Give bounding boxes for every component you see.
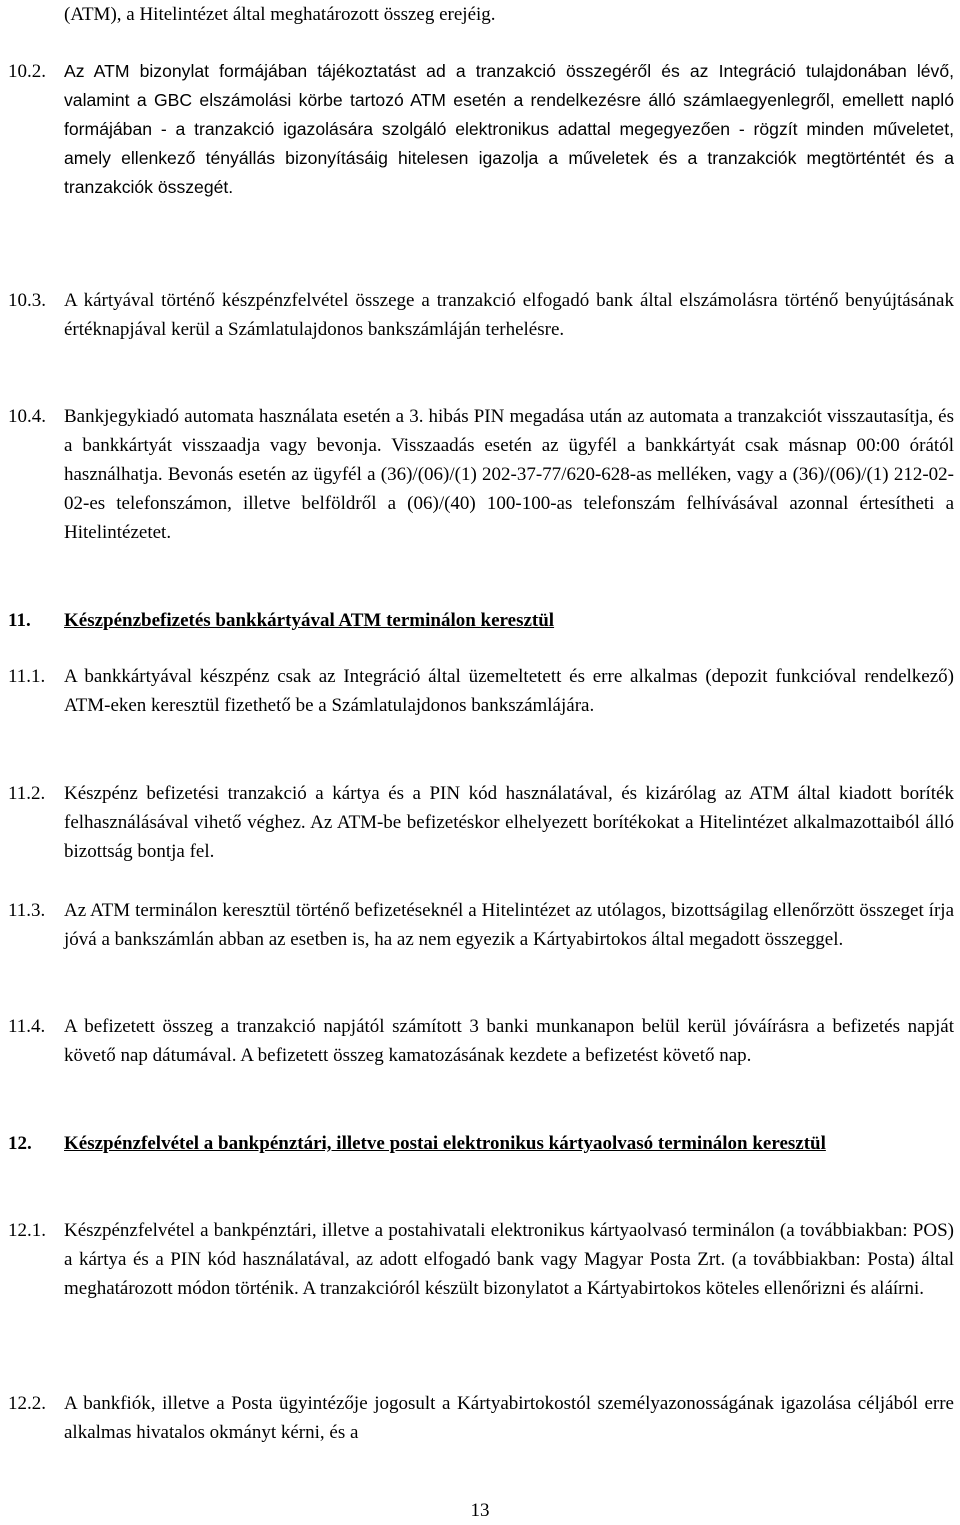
paragraph-text: A bankfiók, illetve a Posta ügyintézője jogosult a Kártyabirtokostól személyazonosságának igazolása céljából erre alkalmas hivatalos okmányt kérni, és a [64, 1393, 954, 1443]
heading-text: Készpénzfelvétel a bankpénztári, illetve postai elektronikus kártyaolvasó terminálon keresztül [64, 1133, 826, 1154]
paragraph-text: Az ATM bizonylat formájában tájékoztatást ad a tranzakció összegéről és az Integráció tulajdonában lévő, valamint a GBC elszámolási körbe tartozó ATM esetén a rendelkezésre álló számlaegyenlegről, emellett napló formájában - a tranzakció igazolására szolgáló elektronikus adattal megegyezően - rögzít minden műveletet, amely ellenkező tényállás bizonyításáig hitelesen igazolja a műveletek és a tranzakciók megtörténtét és a tranzakciók összegét. [64, 61, 954, 197]
paragraph-11-3 [8, 896, 954, 954]
paragraph-text: A befizetett összeg a tranzakció napjától számított 3 banki munkanapon belül kerül jóváírásra a befizetés napját követő nap dátumával. A befizetett összeg kamatozásának kezdete a befizetést követő nap. [64, 1016, 954, 1066]
paragraph-number: 10.4. [8, 406, 46, 427]
paragraph-number: 11.3. [8, 900, 46, 921]
heading-number: 11. [8, 610, 31, 631]
section-heading-11 [8, 606, 954, 635]
paragraph-number: 11.2. [8, 783, 46, 804]
paragraph-10-2 [8, 57, 954, 202]
paragraph-text: Készpénzfelvétel a bankpénztári, illetve a postahivatali elektronikus kártyaolvasó terminálon (a továbbiakban: POS) a kártya és a PIN kód használatával, az adott elfogadó bank vagy Magyar Posta Zrt. (a továbbiakban: Posta) által meghatározott módon történik. A tranzakcióról készült bizonylatot a Kártyabirtokos köteles ellenőrizni és aláírni. [64, 1220, 954, 1299]
paragraph-12-2 [8, 1389, 954, 1447]
paragraph-11-1 [8, 662, 954, 720]
paragraph-text: A kártyával történő készpénzfelvétel összege a tranzakció elfogadó bank által elszámolásra történő benyújtásának értéknapjával kerül a Számlatulajdonos bankszámláján terhelésre. [64, 290, 954, 340]
paragraph-11-4 [8, 1012, 954, 1070]
heading-text: Készpénzbefizetés bankkártyával ATM terminálon keresztül [64, 610, 555, 631]
paragraph-10-3 [8, 286, 954, 344]
paragraph-11-2 [8, 779, 954, 866]
intro-line: (ATM), a Hitelintézet által meghatározott összeg erejéig. [64, 4, 496, 25]
paragraph-number: 11.4. [8, 1016, 46, 1037]
heading-number: 12. [8, 1133, 32, 1154]
paragraph-10-4 [8, 402, 954, 547]
paragraph-number: 12.2. [8, 1393, 46, 1414]
paragraph-text: Bankjegykiadó automata használata esetén a 3. hibás PIN megadása után az automata a tranzakciót visszautasítja, és a bankkártyát visszaadja vagy bevonja. Visszaadás esetén az ügyfél a bankkártyát csak másnap 00:00 órától használhatja. Bevonás esetén az ügyfél a (36)/(06)/(1) 202-37-77/620-628-as melléken, vagy a (36)/(06)/(1) 212-02-02-es telefonszámon, illetve belföldről a (06)/(40) 100-100-as telefonszám felhívásával azonnal értesítheti a Hitelintézetet. [64, 406, 954, 543]
paragraph-number: 11.1. [8, 666, 46, 687]
paragraph-12-1 [8, 1216, 954, 1303]
paragraph-text: Az ATM terminálon keresztül történő befizetéseknél a Hitelintézet az utólagos, bizottságilag ellenőrzött összeget írja jóvá a bankszámlán abban az esetben is, ha az nem egyezik a Kártyabirtokos által megadott összeggel. [64, 900, 954, 950]
paragraph-number: 12.1. [8, 1220, 46, 1241]
paragraph-text: Készpénz befizetési tranzakció a kártya és a PIN kód használatával, és kizárólag az ATM által kiadott boríték felhasználásával vihető véghez. Az ATM-be befizetéskor elhelyezett borítékokat a Hitelintézet alkalmazottaiból álló bizottság bontja fel. [64, 783, 954, 862]
paragraph-number: 10.2. [8, 61, 46, 82]
paragraph-number: 10.3. [8, 290, 46, 311]
paragraph-text: A bankkártyával készpénz csak az Integráció által üzemeltetett és erre alkalmas (depozit funkcióval rendelkező) ATM-eken keresztül fizethető be a Számlatulajdonos bankszámlájára. [64, 666, 954, 716]
page-number: 13 [470, 1500, 490, 1521]
section-heading-12 [8, 1129, 954, 1158]
